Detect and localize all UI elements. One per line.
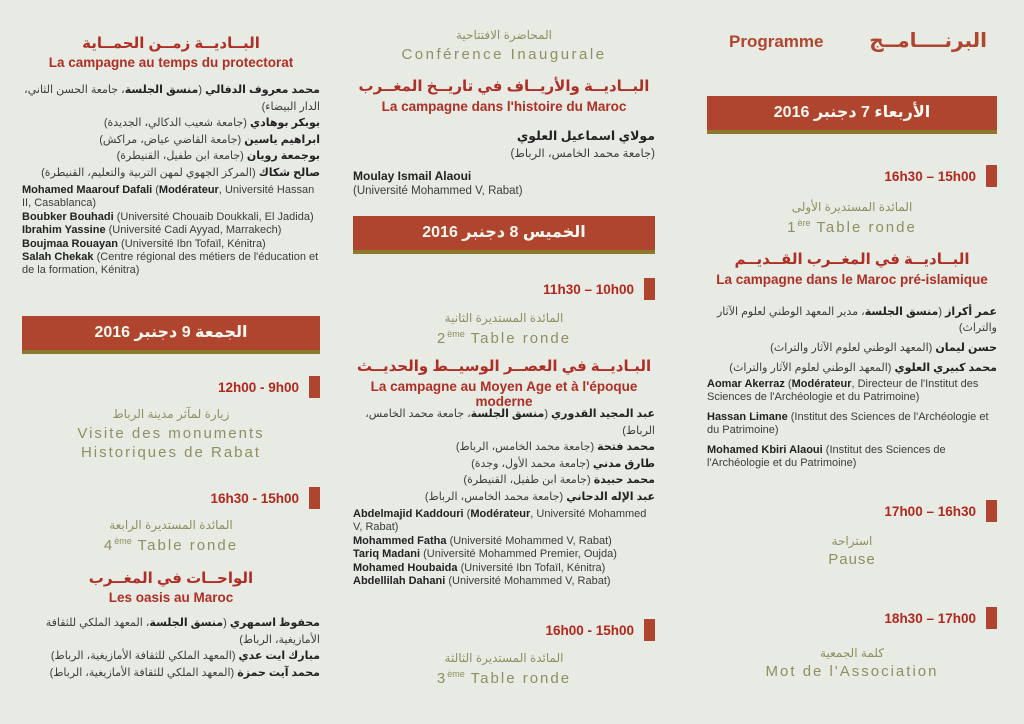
time-slot <box>707 500 997 522</box>
speaker-line: بوبكر بوهادي (جامعة شعيب الدكالي، الجديدة) <box>103 117 320 129</box>
activity-label-arabic: زيارة لمآثر مدينة الرباط <box>112 407 230 421</box>
session-topic-arabic: البــاديــة زمــن الحمــاية <box>82 35 260 52</box>
time-range: 16h00 - 15h00 <box>545 622 634 638</box>
speaker-line: عمر أكراز (منسق الجلسة، مدير المعهد الوطني لعلوم الآثار والتراث) <box>716 306 997 334</box>
panel-thursday <box>341 0 683 724</box>
time-slot <box>707 165 997 187</box>
activity-line: Historiques de Rabat <box>80 444 262 461</box>
time-range: 18h30 – 17h00 <box>884 610 976 626</box>
time-range: 16h30 - 15h00 <box>210 490 299 506</box>
speaker-list-arabic <box>22 82 320 181</box>
panel-friday <box>0 0 341 724</box>
speaker-list-french <box>707 378 997 476</box>
speaker-line: Mohamed Houbaida (Université Ibn Tofaïl, Kénitra) <box>353 561 606 574</box>
table-ronde-label-arabic: المائدة المستديرة الثانية <box>444 311 564 325</box>
speaker-line: Hassan Limane (Institut des Sciences de l'Archéologie et du Patrimoine) <box>707 410 989 437</box>
session-topic-french: La campagne au Moyen Age et à l'époque moderne <box>370 379 638 409</box>
table-ronde-label-french: 4ème Table ronde <box>103 536 239 554</box>
time-slot <box>353 619 655 641</box>
time-marker-icon <box>309 376 320 398</box>
activity-label-french <box>22 424 320 462</box>
day-banner-wednesday: الأربعاء 7 دجنبر 2016 <box>707 96 997 134</box>
table-ronde-label-arabic: المائدة المستديرة الثالثة <box>444 651 564 665</box>
session-topic-arabic: البــاديــة والأريــاف في تاريــخ المغــرب <box>358 78 650 95</box>
time-marker-icon <box>644 278 655 300</box>
speaker-line: Mohammed Fatha (Université Mohammed V, Rabat) <box>353 534 612 547</box>
association-word-arabic: كلمة الجمعية <box>820 646 884 660</box>
conference-header-french: Conférence Inaugurale <box>401 46 607 63</box>
session-topic-french: La campagne au temps du protectorat <box>48 55 294 70</box>
table-ronde-label-arabic: المائدة المستديرة الرابعة <box>109 518 233 532</box>
programme-title-french: Programme <box>729 32 824 51</box>
programme-header <box>707 28 997 53</box>
speaker-list-french <box>353 508 655 588</box>
speaker-line: Abdelmajid Kaddouri (Modérateur, Université Mohammed V, Rabat) <box>353 508 647 534</box>
speaker-list-arabic <box>707 304 997 380</box>
speaker-line: محمد حبيدة (جامعة ابن طفيل، القنيطرة) <box>463 474 655 486</box>
speaker-line: Salah Chekak (Centre régional des métiers de l'éducation et de la formation, Kénitra) <box>22 251 319 277</box>
time-slot <box>22 376 320 398</box>
time-marker-icon <box>986 165 997 187</box>
time-slot <box>353 278 655 300</box>
time-slot <box>707 607 997 629</box>
table-ronde-label-french: 1ère Table ronde <box>787 218 917 236</box>
speaker-line: Boubker Bouhadi (Université Chouaib Doukkali, El Jadida) <box>22 210 314 223</box>
time-range: 12h00 - 9h00 <box>217 379 299 395</box>
session-topic-arabic: البـاديــة في العصــر الوسيــط والحديــث <box>356 358 652 375</box>
speaker-list-arabic <box>22 615 320 681</box>
time-marker-icon <box>309 487 320 509</box>
speaker-line: محمد كبيري العلوي (المعهد الوطني لعلوم الآثار والتراث) <box>729 362 997 374</box>
speaker-line: Abdellilah Dahani (Université Mohammed V, Rabat) <box>353 575 611 588</box>
speaker-line: ابراهيم ياسين (جامعة القاضي عياض، مراكش) <box>99 133 320 146</box>
speaker-line: مبارك ايت عدي (المعهد الملكي للثقافة الأمازيغية، الرباط) <box>50 650 320 662</box>
pause-label-arabic: استراحة <box>831 534 873 548</box>
speaker-line: عبد الإله الدحاني (جامعة محمد الخامس، الرباط) <box>424 490 655 503</box>
table-ronde-label-french: 3ème Table ronde <box>436 669 572 687</box>
session-topic-french: Les oasis au Maroc <box>108 590 234 605</box>
session-topic-arabic: البــاديــة في المغــرب القــديــم <box>734 251 970 268</box>
speaker-list-french <box>22 184 320 278</box>
speaker-line: Aomar Akerraz (Modérateur, Directeur de l'Institut des Sciences de l'Archéologie et du Patrimoine) <box>707 378 979 404</box>
association-word-french: Mot de l'Association <box>765 663 939 680</box>
day-banner-thursday: الخميس 8 دجنبر 2016 <box>353 216 655 254</box>
time-marker-icon <box>644 619 655 641</box>
speaker-line: Ibrahim Yassine (Université Cadi Ayyad, Marrakech) <box>22 224 282 237</box>
time-range: 11h30 – 10h00 <box>543 281 634 297</box>
speaker-line: محمد فتحة (جامعة محمد الخامس، الرباط) <box>455 441 655 453</box>
panel-wednesday <box>683 0 1024 724</box>
speaker-line: Mohamed Maarouf Dafali (Modérateur, Université Hassan II, Casablanca) <box>22 184 315 210</box>
speaker-line: محمد معروف الدفالي (منسق الجلسة، جامعة الحسن الثاني، الدار البيضاء) <box>24 84 320 113</box>
speaker-line: Tariq Madani (Université Mohammed Premier, Oujda) <box>353 548 617 561</box>
speaker-line: Boujmaa Rouayan (Université Ibn Tofaïl, Kénitra) <box>22 237 266 250</box>
speaker-list-arabic <box>353 406 655 505</box>
time-slot <box>22 487 320 509</box>
speaker-name-french: Moulay Ismail Alaoui <box>353 169 472 183</box>
activity-line: Visite des monuments <box>77 425 265 442</box>
programme-title-arabic: البرنــــامــج <box>869 30 987 52</box>
time-marker-icon <box>986 607 997 629</box>
speaker-name-arabic: مولاي اسماعيل العلوي <box>516 129 655 143</box>
session-topic-french: La campagne dans le Maroc pré-islamique <box>716 272 988 287</box>
speaker-affiliation-french: (Université Mohammed V, Rabat) <box>353 185 523 197</box>
speaker-line: عبد المجيد القدوري (منسق الجلسة، جامعة محمد الخامس، الرباط) <box>365 408 655 437</box>
pause-label-french: Pause <box>828 551 876 568</box>
session-topic-arabic: الواحــات في المغــرب <box>88 570 254 587</box>
conference-header-arabic: المحاضرة الافتتاحية <box>455 28 553 42</box>
speaker-line: صالح شكاك (المركز الجهوي لمهن التربية والتعليم، القنيطرة) <box>41 166 320 179</box>
time-marker-icon <box>986 500 997 522</box>
table-ronde-label-arabic: المائدة المستديرة الأولى <box>791 200 913 214</box>
speaker-affiliation-arabic: (جامعة محمد الخامس، الرباط) <box>510 148 655 160</box>
time-range: 17h00 – 16h30 <box>884 503 976 519</box>
speaker-line: طارق مدني (جامعة محمد الأول، وجدة) <box>471 457 655 470</box>
day-banner-friday: الجمعة 9 دجنبر 2016 <box>22 316 320 354</box>
speaker-line: محفوظ اسمهري (منسق الجلسة، المعهد الملكي للثقافة الأمازيغية، الرباط) <box>45 617 320 646</box>
speaker-line: بوجمعة رويان (جامعة ابن طفيل، القنيطرة) <box>116 150 320 162</box>
speaker-line: Mohamed Kbiri Alaoui (Institut des Sciences de l'Archéologie et du Patrimoine) <box>707 443 946 470</box>
time-range: 16h30 – 15h00 <box>884 168 976 184</box>
table-ronde-label-french: 2ème Table ronde <box>436 329 572 347</box>
session-topic-french: La campagne dans l'histoire du Maroc <box>381 99 627 114</box>
speaker-line: محمد آيت حمزة (المعهد الملكي للثقافة الأمازيغية، الرباط) <box>49 666 320 679</box>
speaker-line: حسن ليمان (المعهد الوطني لعلوم الآثار والتراث) <box>770 342 997 354</box>
